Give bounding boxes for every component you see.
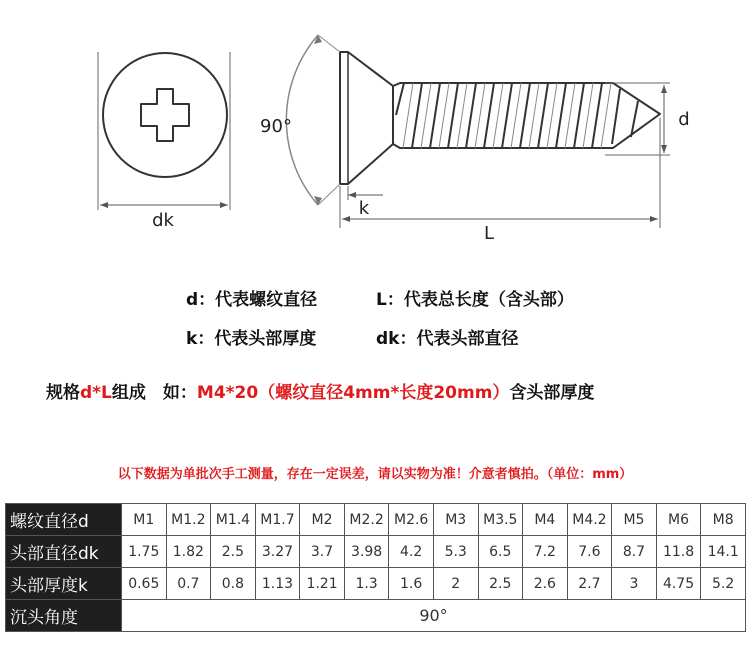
L-dimension-label: L	[483, 223, 495, 244]
table-cell: 5.3	[433, 536, 478, 568]
table-cell: 2	[433, 568, 478, 600]
table-cell: M2.2	[344, 504, 389, 536]
table-cell: 1.82	[166, 536, 211, 568]
table-cell: 3.98	[344, 536, 389, 568]
table-cell: M6	[656, 504, 701, 536]
table-cell: 7.6	[567, 536, 612, 568]
table-cell: M4	[523, 504, 568, 536]
screw-head-top-view	[98, 52, 230, 210]
table-cell: 1.21	[300, 568, 345, 600]
angle-cell: 90°	[122, 600, 746, 632]
table-cell: M1.2	[166, 504, 211, 536]
table-cell: M1	[122, 504, 167, 536]
table-cell: 0.8	[211, 568, 256, 600]
table-cell: 2.5	[478, 568, 523, 600]
table-cell: M2.6	[389, 504, 434, 536]
definition-d: d：代表螺纹直径	[186, 290, 318, 310]
table-cell: 1.13	[255, 568, 300, 600]
table-cell: 14.1	[701, 536, 746, 568]
table-cell: 0.65	[122, 568, 167, 600]
screw-technical-drawing	[0, 0, 750, 260]
d-dimension-label: d	[678, 109, 690, 130]
table-cell: 11.8	[656, 536, 701, 568]
row-header: 头部厚度k	[6, 568, 122, 600]
table-row	[6, 568, 746, 600]
table-cell: M3	[433, 504, 478, 536]
table-cell: 3	[612, 568, 657, 600]
table-row	[6, 504, 746, 536]
k-dimension-label: k	[358, 198, 370, 219]
table-cell: M8	[701, 504, 746, 536]
table-cell: 3.7	[300, 536, 345, 568]
table-cell: M4.2	[567, 504, 612, 536]
spec-line: 规格d*L组成 如：M4*20（螺纹直径4mm*长度20mm）含头部厚度	[46, 383, 595, 403]
table-cell: 1.3	[344, 568, 389, 600]
table-cell: 4.2	[389, 536, 434, 568]
table-cell: 1.6	[389, 568, 434, 600]
table-cell: M1.4	[211, 504, 256, 536]
table-cell: M1.7	[255, 504, 300, 536]
row-header: 头部直径dk	[6, 536, 122, 568]
angle-label: 90°	[260, 116, 292, 137]
spec-table	[5, 503, 746, 632]
table-cell: 8.7	[612, 536, 657, 568]
table-row	[6, 600, 746, 632]
table-cell: 6.5	[478, 536, 523, 568]
definition-L: L：代表总长度（含头部）	[376, 290, 574, 310]
table-cell: M5	[612, 504, 657, 536]
table-cell: 5.2	[701, 568, 746, 600]
table-cell: 2.7	[567, 568, 612, 600]
table-cell: 2.5	[211, 536, 256, 568]
definition-k: k：代表头部厚度	[186, 329, 317, 349]
table-cell: 1.75	[122, 536, 167, 568]
table-cell: M2	[300, 504, 345, 536]
table-row	[6, 536, 746, 568]
table-cell: 3.27	[255, 536, 300, 568]
row-header: 沉头角度	[6, 600, 122, 632]
table-cell: M3.5	[478, 504, 523, 536]
row-header: 螺纹直径d	[6, 504, 122, 536]
table-cell: 2.6	[523, 568, 568, 600]
table-cell: 0.7	[166, 568, 211, 600]
screw-side-view	[340, 52, 660, 184]
dk-dimension-label: dk	[152, 210, 174, 231]
measurement-note: 以下数据为单批次手工测量，存在一定误差，请以实物为准！介意者慎拍。（单位：mm）	[117, 467, 633, 482]
table-cell: 4.75	[656, 568, 701, 600]
definition-dk: dk：代表头部直径	[376, 329, 519, 349]
table-cell: 7.2	[523, 536, 568, 568]
